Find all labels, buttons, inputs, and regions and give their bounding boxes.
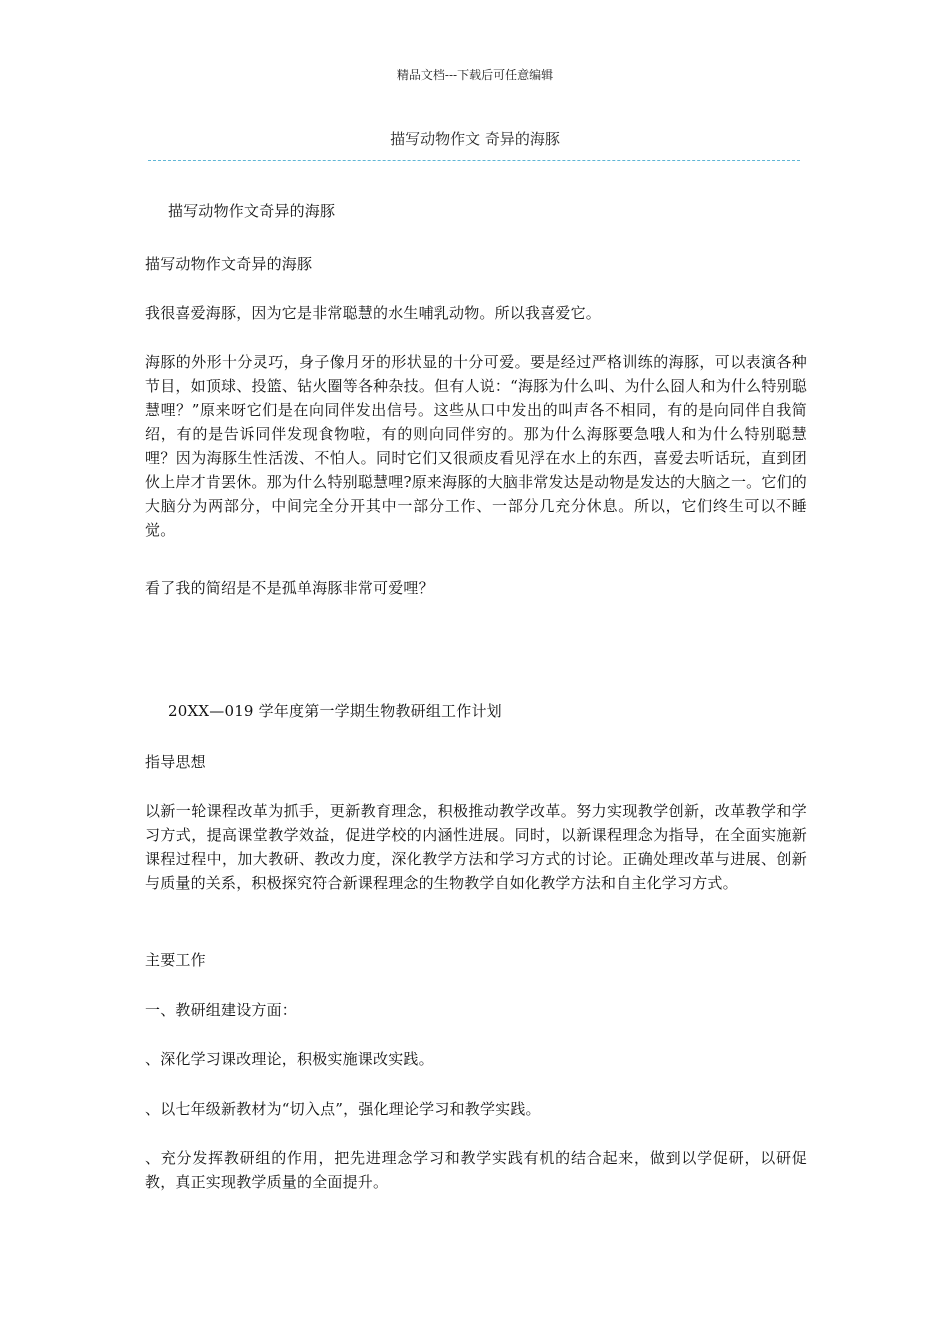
paragraph: 海豚的外形十分灵巧，身子像月牙的形状显的十分可爱。要是经过严格训练的海豚，可以表演各种节目，如顶球、投篮、钻火圈等各种杂技。但有人说：“海豚为什么叫、为什么囧人和为什么特别聪慧哩？”原来呀它们是在向同伴发出信号。这些从口中发出的叫声各不相同，有的是向同伴自我简绍，有的是告诉同伴发现食物啦，有的则向同伴穷的。那为什么海豚要急哦人和为什么特别聪慧哩？因为海豚生性活泼、不怕人。同时它们又很顽皮看见浮在水上的东西，喜爱去听话玩，直到团伙上岸才肯罢休。那为什么特别聪慧哩?原来海豚的大脑非常发达是动物是发达的大脑之一。它们的大脑分为两部分，中间完全分开其中一部分工作、一部分几充分休息。所以，它们终生可以不睡觉。 (145, 353, 807, 539)
paragraph: 看了我的简绍是不是孤单海豚非常可爱哩？ (145, 579, 434, 597)
guide-title: 指导思想 (145, 753, 206, 771)
title-divider (148, 160, 800, 161)
paragraph: 以新一轮课程改革为抓手，更新教育理念，积极推动教学改革。努力实现教学创新，改革教学和学习方式，提高课堂教学效益，促进学校的内涵性进展。同时，以新课程理念为指导，在全面实施新课程过程中，加大教研、教改力度，深化教学方法和学习方式的讨论。正确处理改革与进展、创新与质量的关系，积极探究符合新课程理念的生物教学自如化教学方法和自主化学习方式。 (145, 802, 807, 892)
document-title: 描写动物作文 奇异的海豚 (390, 130, 560, 148)
section2-heading: 20XX—019 学年度第一学期生物教研组工作计划 (168, 702, 502, 720)
list-item: 、深化学习课改理论，积极实施课改实践。 (145, 1050, 434, 1068)
list-item: 、以七年级新教材为“切入点”，强化理论学习和教学实践。 (145, 1100, 541, 1118)
item-title: 一、教研组建设方面： (145, 1001, 298, 1019)
list-item: 、充分发挥教研组的作用，把先进理念学习和教学实践有机的结合起来，做到以学促研，以研促教，真正实现教学质量的全面提升。 (145, 1149, 807, 1191)
main-work-title: 主要工作 (145, 951, 206, 969)
header-note: 精品文档---下载后可任意编辑 (396, 68, 554, 82)
section1-subheading: 描写动物作文奇异的海豚 (145, 255, 313, 273)
paragraph: 我很喜爱海豚，因为它是非常聪慧的水生哺乳动物。所以我喜爱它。 (145, 304, 602, 322)
section1-heading: 描写动物作文奇异的海豚 (168, 202, 336, 220)
